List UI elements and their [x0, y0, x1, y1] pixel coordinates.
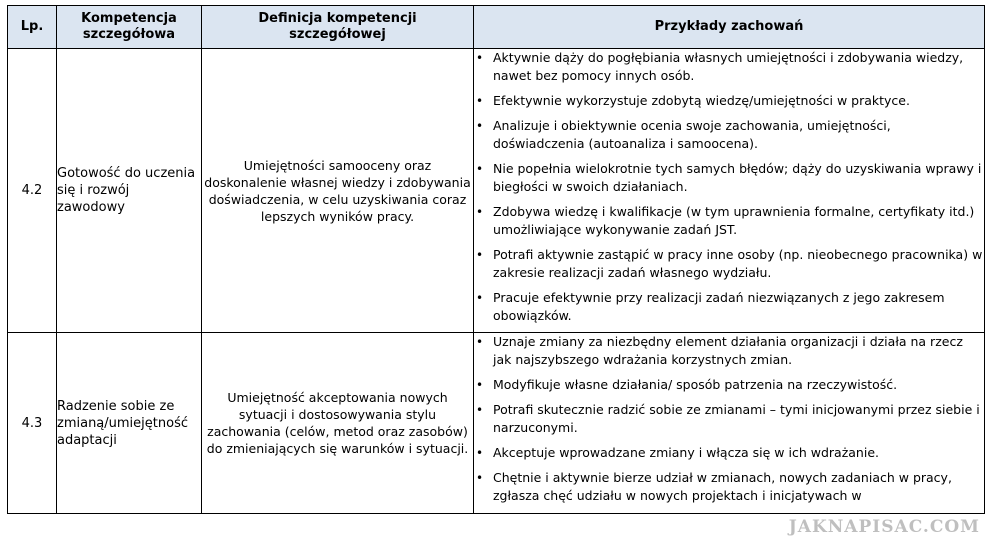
- header-kompetencja-line2: szczegółowa: [82, 27, 176, 42]
- example-text: Zdobywa wiedzę i kwalifikacje (w tym uprawnienia formalne, certyfikaty itd.) umożliwiające wykonywanie zadań JST.: [493, 204, 975, 237]
- row-number: 4.3: [8, 333, 57, 514]
- watermark: JAKNAPISAC.COM: [788, 517, 980, 537]
- competency-definition: Umiejętność akceptowania nowych sytuacji i dostosowywania stylu zachowania (celów, metod oraz zasobów) do zmieniających się warunków i sytuacji.: [202, 333, 474, 514]
- bullet-icon: •: [476, 94, 484, 108]
- header-definicja: [202, 6, 474, 49]
- header-kompetencja: [57, 6, 202, 49]
- list-item: [474, 49, 984, 85]
- examples-list: [474, 333, 984, 505]
- bullet-icon: •: [476, 248, 484, 262]
- list-item: [474, 333, 984, 369]
- example-text: Potrafi aktywnie zastąpić w pracy inne osoby (np. nieobecnego pracownika) w zakresie realizacji zadań własnego wydziału.: [493, 247, 983, 280]
- example-text: Nie popełnia wielokrotnie tych samych błędów; dąży do uzyskiwania wprawy i biegłości w swoich działaniach.: [493, 161, 982, 194]
- competency-name: Gotowość do uczenia się i rozwój zawodowy: [57, 49, 202, 333]
- header-row: [8, 6, 985, 49]
- bullet-icon: •: [476, 162, 484, 176]
- header-lp: Lp.: [8, 6, 57, 49]
- example-text: Akceptuje wprowadzane zmiany i włącza się w ich wdrażanie.: [493, 445, 879, 460]
- list-item: [474, 92, 984, 110]
- bullet-icon: •: [476, 335, 484, 349]
- list-item: [474, 160, 984, 196]
- examples-list: [474, 49, 984, 325]
- list-item: [474, 376, 984, 394]
- examples-cell: [474, 333, 985, 514]
- list-item: [474, 203, 984, 239]
- competency-name: Radzenie sobie ze zmianą/umiejętność adaptacji: [57, 333, 202, 514]
- list-item: [474, 401, 984, 437]
- header-definicja-line1: Definicja kompetencji: [258, 11, 417, 26]
- list-item: [474, 444, 984, 462]
- list-item: [474, 469, 984, 505]
- bullet-icon: •: [476, 119, 484, 133]
- example-text: Pracuje efektywnie przy realizacji zadań niezwiązanych z jego zakresem obowiązków.: [493, 290, 945, 323]
- bullet-icon: •: [476, 446, 484, 460]
- competency-definition: Umiejętności samooceny oraz doskonalenie własnej wiedzy i zdobywania doświadczenia, w celu uzyskiwania coraz lepszych wyników pracy.: [202, 49, 474, 333]
- table-row: [8, 49, 985, 333]
- header-kompetencja-line1: Kompetencja: [81, 11, 177, 26]
- list-item: [474, 117, 984, 153]
- bullet-icon: •: [476, 205, 484, 219]
- example-text: Modyfikuje własne działania/ sposób patrzenia na rzeczywistość.: [493, 377, 898, 392]
- list-item: [474, 289, 984, 325]
- bullet-icon: •: [476, 51, 484, 65]
- example-text: Chętnie i aktywnie bierze udział w zmianach, nowych zadaniach w pracy, zgłasza chęć udziału w nowych projektach i inicjatywach w: [493, 470, 952, 503]
- bullet-icon: •: [476, 291, 484, 305]
- examples-cell: [474, 49, 985, 333]
- bullet-icon: •: [476, 471, 484, 485]
- header-przyklady: Przykłady zachowań: [474, 6, 985, 49]
- header-definicja-line2: szczegółowej: [289, 27, 386, 42]
- example-text: Efektywnie wykorzystuje zdobytą wiedzę/umiejętności w praktyce.: [493, 93, 910, 108]
- list-item: [474, 246, 984, 282]
- row-number: 4.2: [8, 49, 57, 333]
- bullet-icon: •: [476, 378, 484, 392]
- bullet-icon: •: [476, 403, 484, 417]
- competency-table: [7, 5, 985, 514]
- example-text: Potrafi skutecznie radzić sobie ze zmianami – tymi inicjowanymi przez siebie i narzuconymi.: [493, 402, 980, 435]
- examples-clip: [474, 333, 984, 507]
- table-row: [8, 333, 985, 514]
- example-text: Aktywnie dąży do pogłębiania własnych umiejętności i zdobywania wiedzy, nawet bez pomocy innych osób.: [493, 50, 964, 83]
- example-text: Uznaje zmiany za niezbędny element działania organizacji i działa na rzecz jak najszybszego wdrażania korzystnych zmian.: [493, 334, 963, 367]
- example-text: Analizuje i obiektywnie ocenia swoje zachowania, umiejętności, doświadczenia (autoanaliza i samoocena).: [493, 118, 891, 151]
